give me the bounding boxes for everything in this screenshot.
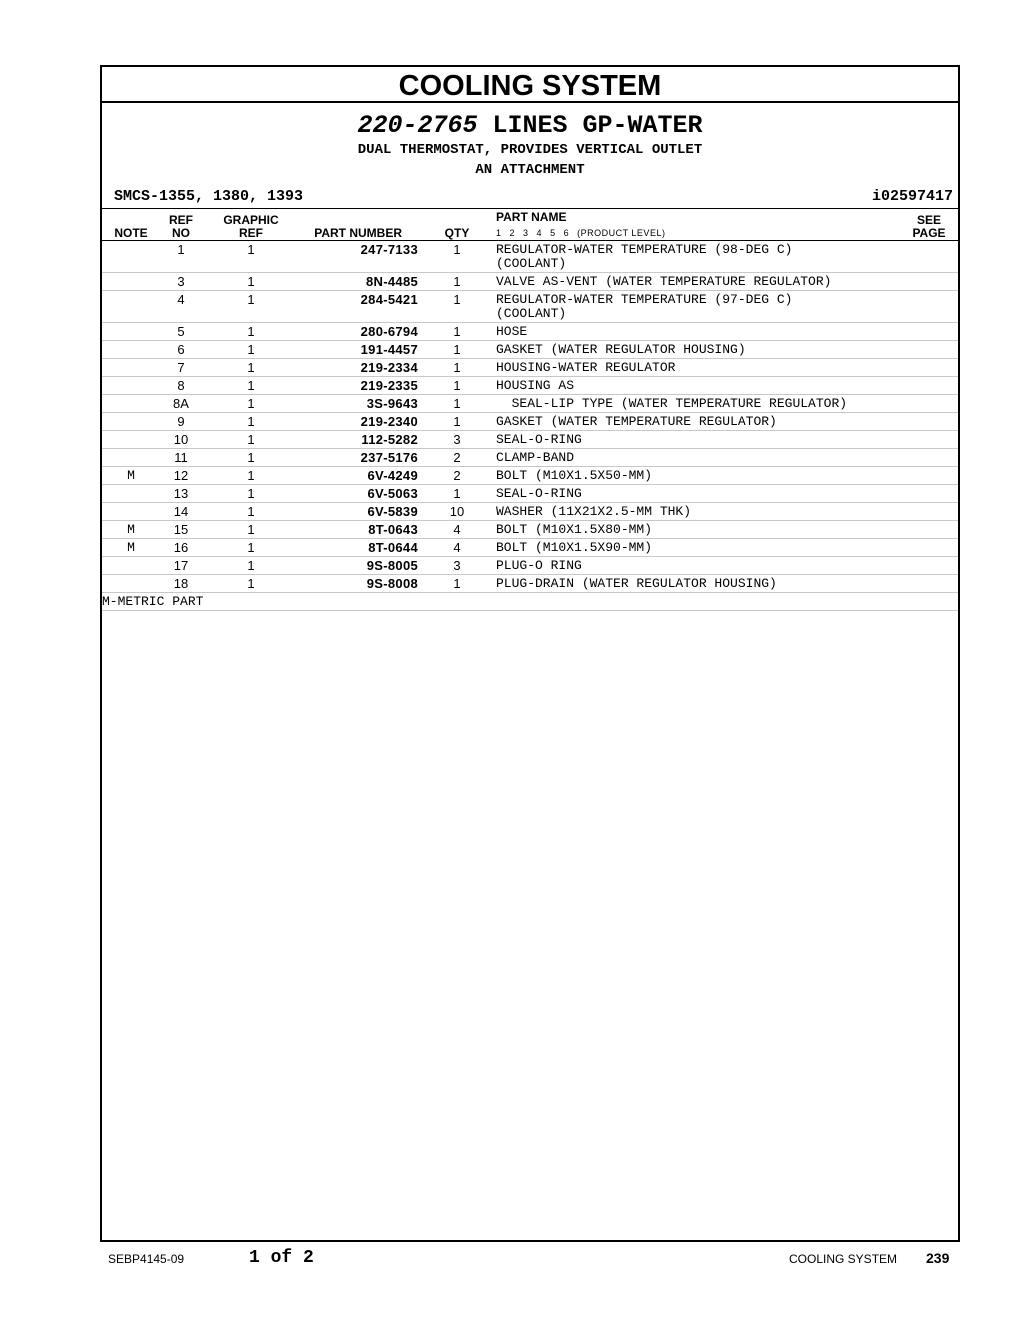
part-name-cell: GASKET (WATER REGULATOR HOUSING)	[496, 341, 900, 359]
group-description-line2: AN ATTACHMENT	[475, 162, 585, 178]
see-page-cell	[900, 377, 958, 395]
part-name-cell: WASHER (11X21X2.5-MM THK)	[496, 503, 900, 521]
part-name-cell: BOLT (M10X1.5X80-MM)	[496, 521, 900, 539]
qty-cell: 1	[418, 291, 496, 323]
parts-table	[102, 209, 958, 611]
part-name-cell: PLUG-O RING	[496, 557, 900, 575]
qty-cell: 1	[418, 377, 496, 395]
part-name-cell: VALVE AS-VENT (WATER TEMPERATURE REGULATOR)	[496, 273, 900, 291]
table-header-row	[102, 209, 958, 241]
graphic-ref-cell: 1	[202, 273, 300, 291]
ref-no-cell: 11	[160, 449, 202, 467]
part-number-cell: 191-4457	[300, 341, 418, 359]
part-number-cell: 219-2334	[300, 359, 418, 377]
col-see-page: SEE PAGE	[900, 209, 958, 241]
col-qty: QTY	[418, 209, 496, 241]
note-cell: M	[102, 467, 160, 485]
graphic-ref-cell: 1	[202, 575, 300, 593]
section-banner: COOLING SYSTEM	[102, 67, 958, 103]
ref-no-cell: 15	[160, 521, 202, 539]
see-page-cell	[900, 395, 958, 413]
qty-cell: 1	[418, 413, 496, 431]
qty-cell: 2	[418, 449, 496, 467]
graphic-ref-cell: 1	[202, 467, 300, 485]
graphic-ref-cell: 1	[202, 539, 300, 557]
qty-cell: 3	[418, 557, 496, 575]
graphic-ref-cell: 1	[202, 241, 300, 273]
note-cell	[102, 503, 160, 521]
table-row	[102, 359, 958, 377]
ref-no-cell: 1	[160, 241, 202, 273]
see-page-cell	[900, 241, 958, 273]
note-cell	[102, 431, 160, 449]
col-part-name: PART NAME 1 2 3 4 5 6 (PRODUCT LEVEL)	[496, 209, 900, 241]
part-name-cell: SEAL-LIP TYPE (WATER TEMPERATURE REGULATOR)	[496, 395, 900, 413]
see-page-cell	[900, 359, 958, 377]
note-cell	[102, 377, 160, 395]
note-cell	[102, 273, 160, 291]
part-number-cell: 9S-8008	[300, 575, 418, 593]
see-page-cell	[900, 575, 958, 593]
part-number-cell: 237-5176	[300, 449, 418, 467]
note-cell: M	[102, 539, 160, 557]
ref-no-cell: 8	[160, 377, 202, 395]
graphic-ref-cell: 1	[202, 431, 300, 449]
table-row	[102, 557, 958, 575]
page-footer	[0, 1248, 1020, 1268]
part-number-cell: 6V-4249	[300, 467, 418, 485]
table-row	[102, 291, 958, 323]
table-row	[102, 341, 958, 359]
part-number-cell: 9S-8005	[300, 557, 418, 575]
see-page-cell	[900, 521, 958, 539]
part-name-cell: CLAMP-BAND	[496, 449, 900, 467]
part-name-cell: GASKET (WATER TEMPERATURE REGULATOR)	[496, 413, 900, 431]
note-cell	[102, 359, 160, 377]
part-number-cell: 247-7133	[300, 241, 418, 273]
note-cell	[102, 241, 160, 273]
qty-cell: 1	[418, 395, 496, 413]
part-number-cell: 8T-0644	[300, 539, 418, 557]
ref-no-cell: 18	[160, 575, 202, 593]
qty-cell: 2	[418, 467, 496, 485]
see-page-cell	[900, 273, 958, 291]
qty-cell: 1	[418, 575, 496, 593]
part-number-cell: 8N-4485	[300, 273, 418, 291]
col-note: NOTE	[102, 209, 160, 241]
part-name-cell: BOLT (M10X1.5X50-MM)	[496, 467, 900, 485]
note-cell: M	[102, 521, 160, 539]
graphic-ref-cell: 1	[202, 323, 300, 341]
graphic-ref-cell: 1	[202, 377, 300, 395]
ref-no-cell: 3	[160, 273, 202, 291]
group-description-line1: DUAL THERMOSTAT, PROVIDES VERTICAL OUTLET	[357, 142, 703, 158]
group-name: LINES GP-WATER	[492, 111, 703, 140]
qty-cell: 1	[418, 341, 496, 359]
note-cell	[102, 413, 160, 431]
part-number-cell: 8T-0643	[300, 521, 418, 539]
part-number-cell: 219-2335	[300, 377, 418, 395]
part-name-cell: BOLT (M10X1.5X90-MM)	[496, 539, 900, 557]
part-name-cell: HOSE	[496, 323, 900, 341]
col-ref-no: REF NO	[160, 209, 202, 241]
table-row	[102, 467, 958, 485]
smcs-row	[102, 186, 958, 209]
page-of-indicator: 1 of 2	[249, 1248, 314, 1268]
ref-no-cell: 10	[160, 431, 202, 449]
parts-page-frame	[100, 65, 960, 1242]
table-row	[102, 395, 958, 413]
graphic-ref-cell: 1	[202, 485, 300, 503]
note-cell	[102, 323, 160, 341]
qty-cell: 1	[418, 485, 496, 503]
part-number-cell: 280-6794	[300, 323, 418, 341]
ref-no-cell: 17	[160, 557, 202, 575]
see-page-cell	[900, 431, 958, 449]
table-row	[102, 273, 958, 291]
see-page-cell	[900, 485, 958, 503]
table-row	[102, 241, 958, 273]
footer-section-name: COOLING SYSTEM	[789, 1252, 898, 1266]
part-number-cell: 219-2340	[300, 413, 418, 431]
qty-cell: 1	[418, 323, 496, 341]
graphic-ref-cell: 1	[202, 503, 300, 521]
ref-no-cell: 7	[160, 359, 202, 377]
document-id: SEBP4145-09	[108, 1252, 185, 1266]
see-page-cell	[900, 449, 958, 467]
col-part-number: PART NUMBER	[300, 209, 418, 241]
table-row	[102, 431, 958, 449]
ref-no-cell: 16	[160, 539, 202, 557]
see-page-cell	[900, 291, 958, 323]
ref-no-cell: 13	[160, 485, 202, 503]
qty-cell: 10	[418, 503, 496, 521]
graphic-ref-cell: 1	[202, 359, 300, 377]
graphic-ref-cell: 1	[202, 291, 300, 323]
group-part-number: 220-2765	[357, 111, 478, 140]
ref-no-cell: 14	[160, 503, 202, 521]
metric-footnote: M-METRIC PART	[102, 593, 958, 611]
part-number-cell: 3S-9643	[300, 395, 418, 413]
graphic-ref-cell: 1	[202, 449, 300, 467]
table-row	[102, 521, 958, 539]
graphic-ref-cell: 1	[202, 341, 300, 359]
ref-no-cell: 9	[160, 413, 202, 431]
see-page-cell	[900, 467, 958, 485]
qty-cell: 1	[418, 273, 496, 291]
footnote-row	[102, 593, 958, 611]
ref-no-cell: 5	[160, 323, 202, 341]
graphic-ref-cell: 1	[202, 521, 300, 539]
part-name-cell: PLUG-DRAIN (WATER REGULATOR HOUSING)	[496, 575, 900, 593]
graphic-ref-cell: 1	[202, 395, 300, 413]
table-row	[102, 377, 958, 395]
part-number-cell: 112-5282	[300, 431, 418, 449]
ref-no-cell: 8A	[160, 395, 202, 413]
col-graphic-ref: GRAPHIC REF	[202, 209, 300, 241]
part-name-cell: REGULATOR-WATER TEMPERATURE (98-DEG C) (COOLANT)	[496, 241, 900, 273]
ref-no-cell: 12	[160, 467, 202, 485]
table-row	[102, 539, 958, 557]
page-number: 239	[926, 1250, 950, 1266]
table-row	[102, 485, 958, 503]
part-name-cell: SEAL-O-RING	[496, 431, 900, 449]
table-row	[102, 575, 958, 593]
table-row	[102, 413, 958, 431]
qty-cell: 3	[418, 431, 496, 449]
qty-cell: 4	[418, 521, 496, 539]
part-name-cell: HOUSING-WATER REGULATOR	[496, 359, 900, 377]
note-cell	[102, 575, 160, 593]
table-row	[102, 449, 958, 467]
parts-body	[102, 241, 958, 611]
see-page-cell	[900, 323, 958, 341]
illustration-id: i02597417	[871, 188, 953, 205]
note-cell	[102, 485, 160, 503]
part-number-cell: 284-5421	[300, 291, 418, 323]
table-row	[102, 323, 958, 341]
graphic-ref-cell: 1	[202, 557, 300, 575]
ref-no-cell: 4	[160, 291, 202, 323]
part-number-cell: 6V-5063	[300, 485, 418, 503]
note-cell	[102, 395, 160, 413]
see-page-cell	[900, 557, 958, 575]
part-name-cell: REGULATOR-WATER TEMPERATURE (97-DEG C) (COOLANT)	[496, 291, 900, 323]
group-title	[102, 112, 958, 140]
see-page-cell	[900, 341, 958, 359]
smcs-codes: SMCS-1355, 1380, 1393	[114, 188, 304, 205]
note-cell	[102, 341, 160, 359]
table-row	[102, 503, 958, 521]
note-cell	[102, 449, 160, 467]
see-page-cell	[900, 413, 958, 431]
qty-cell: 1	[418, 241, 496, 273]
note-cell	[102, 291, 160, 323]
note-cell	[102, 557, 160, 575]
part-number-cell: 6V-5839	[300, 503, 418, 521]
graphic-ref-cell: 1	[202, 413, 300, 431]
see-page-cell	[900, 503, 958, 521]
ref-no-cell: 6	[160, 341, 202, 359]
see-page-cell	[900, 539, 958, 557]
part-name-cell: SEAL-O-RING	[496, 485, 900, 503]
part-name-cell: HOUSING AS	[496, 377, 900, 395]
product-level-scale: 1 2 3 4 5 6 (PRODUCT LEVEL)	[496, 228, 666, 238]
qty-cell: 1	[418, 359, 496, 377]
qty-cell: 4	[418, 539, 496, 557]
